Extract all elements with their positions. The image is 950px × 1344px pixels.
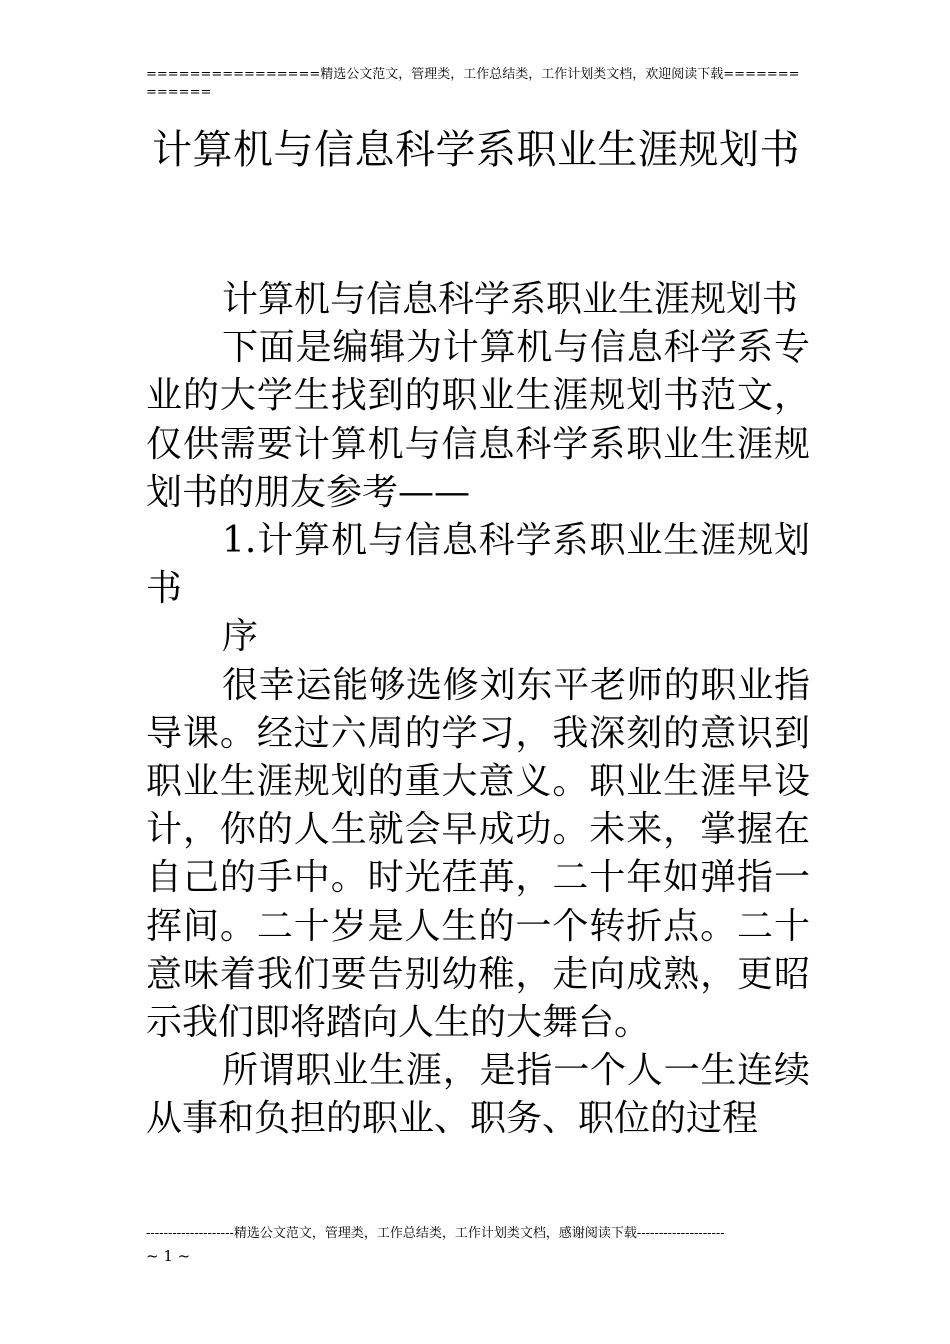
paragraph-preface-label: 序 [222,616,259,658]
paragraph-section-title: 1.计算机与信息科学系职业生涯规划书 [146,520,810,610]
paragraph-intro: 下面是编辑为计算机与信息科学系专业的大学生找到的职业生涯规划书范文，仅供需要计算机与信息科学系职业生涯规划书的朋友参考—— [146,327,810,513]
paragraph-preface-text: 很幸运能够选修刘东平老师的职业指导课。经过六周的学习，我深刻的意识到职业生涯规划的重大意义。职业生涯早设计，你的人生就会早成功。未来，掌握在自己的手中。时光荏苒，二十年如弹指一挥间。二十岁是人生的一个转折点。二十意味着我们要告别幼稚，走向成熟，更昭示我们即将踏向人生的大舞台。 [146,664,810,1044]
document-body [146,276,810,1144]
page-number: ~ 1 ~ [146,1247,191,1265]
page-header: ================精选公文范文，管理类，工作总结类，工作计划类文档，欢迎阅读下载============= [146,67,800,100]
page-footer: --------------------精选公文范文，管理类，工作总结类，工作计划类文档，感谢阅读下载-------------------- [146,1226,725,1241]
paragraph-heading: 计算机与信息科学系职业生涯规划书 [222,279,799,320]
paragraph-career-definition: 所谓职业生涯，是指一个人一生连续从事和负担的职业、职务、职位的过程 [146,1050,810,1140]
document-title: 计算机与信息科学系职业生涯规划书 [152,127,800,173]
